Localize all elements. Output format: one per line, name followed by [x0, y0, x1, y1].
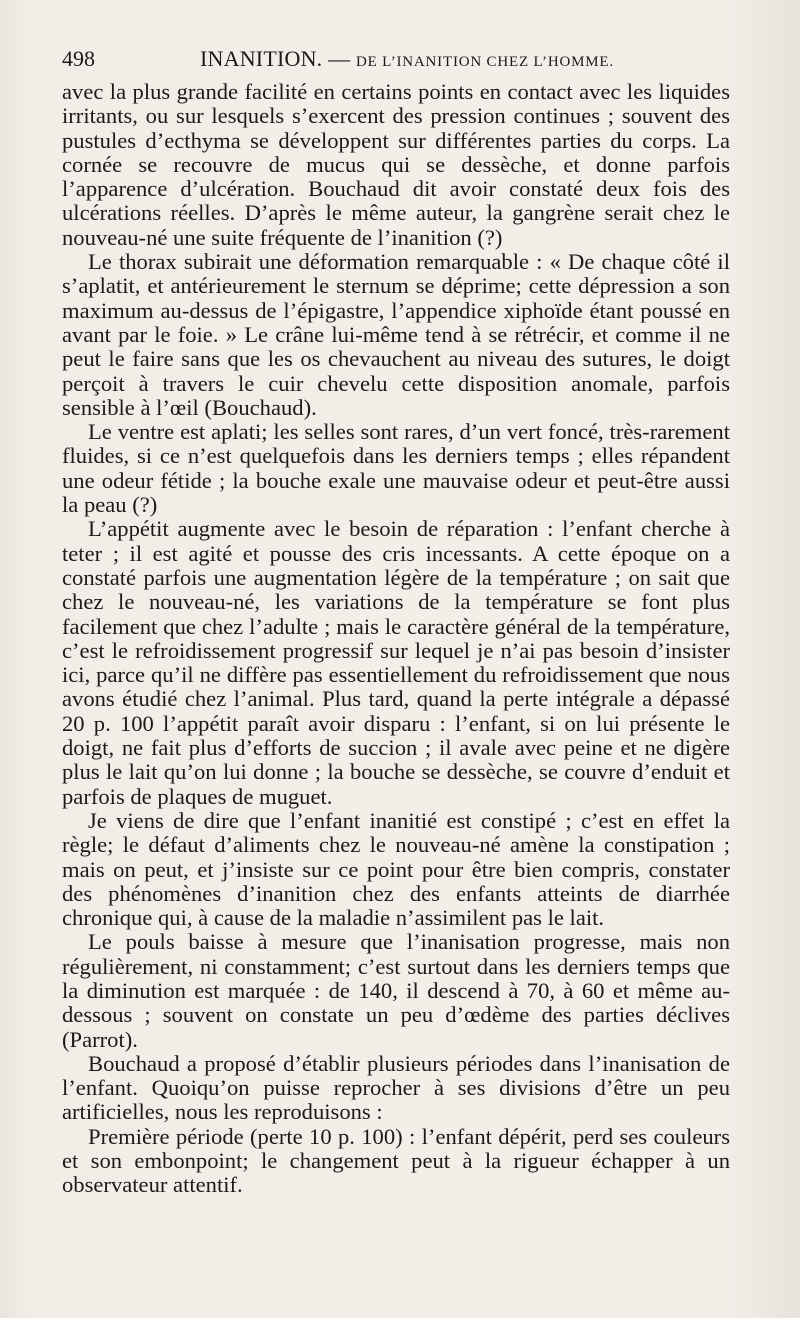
page-number: 498 — [62, 46, 95, 71]
paragraph-appetit: L’appétit augmente avec le besoin de réparation : l’enfant cherche à teter ; il est agité et pousse des cris incessants. A cette époque on a constaté parfois une augmentation légère de la température ; on sait que chez le nouveau-né, les variations de la température se font plus facilement que chez l’adulte ; mais le caractère général de la température, c’est le refroidissement progressif sur lequel je n’ai pas besoin d’insister ici, parce qu’il ne diffère pas essentiellement du refroidissement que nous avons étudié chez l’animal. Plus tard, quand la perte intégrale a dépassé 20 p. 100 l’appétit paraît avoir disparu : l’enfant, si on lui présente le doigt, ne fait plus d’efforts de succion ; il avale avec peine et ne digère plus le lait qu’on lui donne ; la bouche se dessèche, se couvre d’enduit et parfois de plaques de muguet. — [62, 516, 730, 809]
paragraph-constipation: Je viens de dire que l’enfant inanitié est constipé ; c’est en effet la règle; le défaut d’aliments chez le nouveau-né amène la constipation ; mais on peut, et j’insiste sur ce point pour être bien compris, constater des phénomènes d’inanition chez des enfants atteints de diarrhée chronique qui, à cause de la maladie n’assimilent pas le lait. — [62, 807, 730, 931]
body-text — [62, 80, 730, 1198]
paragraph-ventre: Le ventre est aplati; les selles sont rares, d’un vert foncé, très-rarement fluides, si ce n’est quelquefois dans les derniers temps ; elles répandent une odeur fétide ; la bouche exale une mauvaise odeur et peut-être aussi la peau (?) — [62, 419, 730, 518]
paragraph-periodes: Bouchaud a proposé d’établir plusieurs périodes dans l’inanisation de l’enfant. Quoiqu’on puisse reprocher à ses divisions d’être un peu artificielles, nous les reproduisons : — [62, 1050, 730, 1125]
running-header — [62, 44, 738, 74]
paragraph-pouls: Le pouls baisse à mesure que l’inanisation progresse, mais non régulièrement, ni constamment; c’est surtout dans les derniers temps que la diminution est marquée : de 140, il descend à 70, à 60 et même au-dessous ; souvent on constate un peu d’œdème des parties déclives (Parrot). — [62, 929, 730, 1052]
paragraph-premiere-periode: Première période (perte 10 p. 100) : l’enfant dépérit, perd ses couleurs et son embonpoint; le changement peut à la rigueur échapper à un observateur attentif. — [62, 1123, 730, 1198]
header-separator: — — [328, 46, 351, 71]
header-title: INANITION. — [200, 46, 323, 71]
header-subtitle: DE L’INANITION CHEZ L’HOMME. — [355, 54, 614, 70]
running-title — [200, 44, 614, 77]
paragraph-continued: avec la plus grande facilité en certains points en contact avec les liquides irritants, ou sur lesquels s’exercent des pression continues ; souvent des pustules d’ecthyma se développent sur différentes parties du corps. La cornée se recouvre de mucus qui se dessèche, et donne parfois l’apparence d’ulcération. Bouchaud dit avoir constaté deux fois des ulcérations réelles. D’après le même auteur, la gangrène serait chez le nouveau-né une suite fréquente de l’inanition (?) — [62, 79, 730, 250]
paragraph-thorax: Le thorax subirait une déformation remarquable : « De chaque côté il s’aplatit, et antérieurement le sternum se déprime; cette dépression a son maximum au-dessus de l’épigastre, l’appendice xiphoïde étant poussé en avant par le foie. » Le crâne lui-même tend à se rétrécir, et comme il ne peut le faire sans que les os chevauchent au niveau des sutures, le doigt perçoit à travers le cuir chevelu cette disposition anomale, parfois sensible à l’œil (Bouchaud). — [62, 249, 730, 420]
